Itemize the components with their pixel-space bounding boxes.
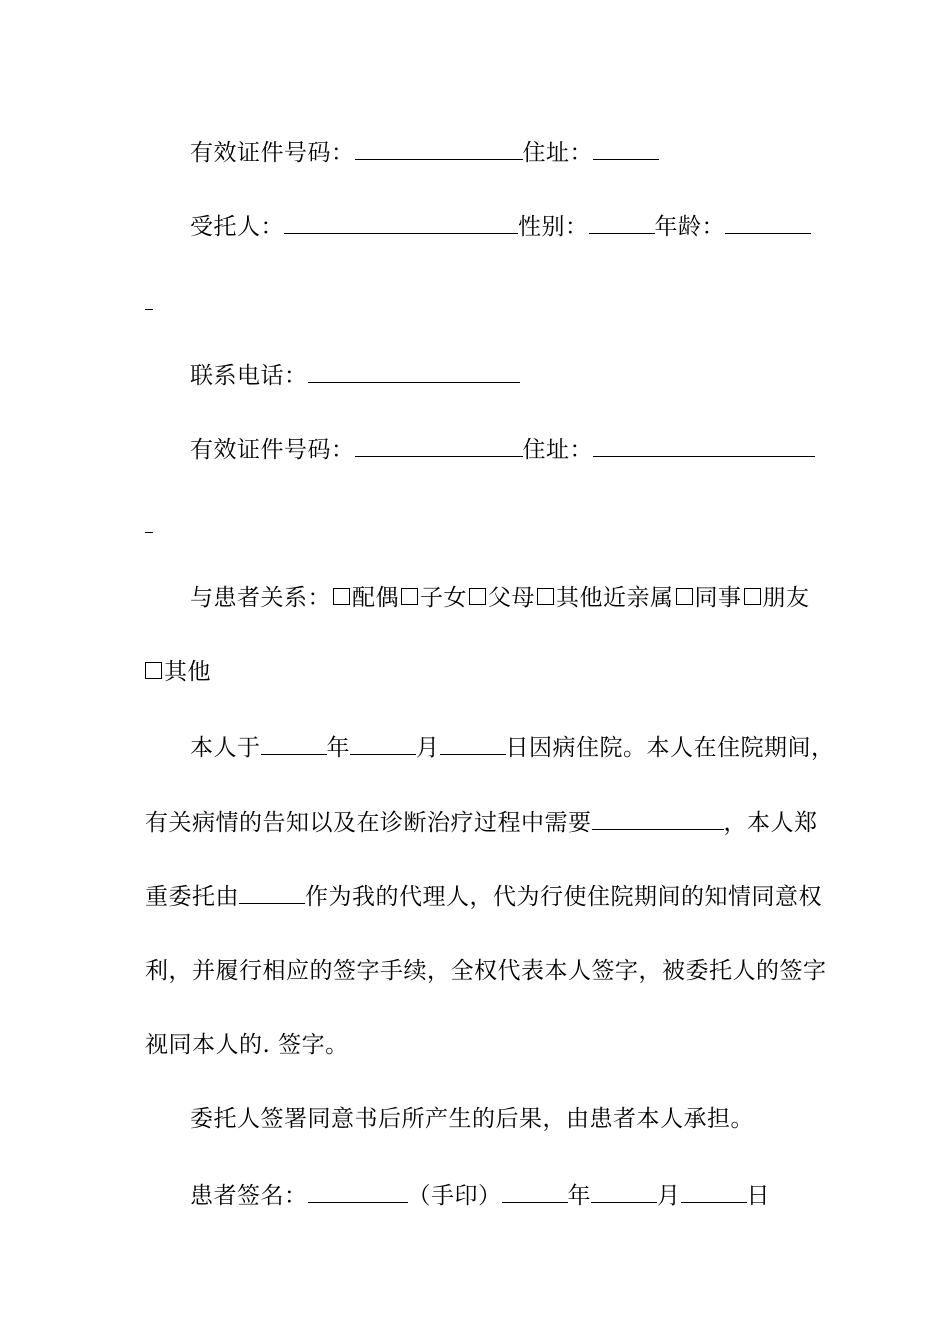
wrap-underline-stub-1	[145, 309, 153, 310]
trustee-id-number-label: 有效证件号码：	[190, 437, 355, 463]
checkbox-other-relatives[interactable]	[537, 588, 554, 605]
fingerprint-label: （手印）	[407, 1183, 502, 1209]
statement-text-1b: 日因病住院。本人在住院期间，	[505, 735, 835, 761]
statement-text-3a: 重委托由	[145, 884, 239, 910]
option-colleague: 同事	[694, 585, 742, 611]
statement-text-2b: ，本人郑	[723, 810, 818, 836]
gender-label: 性别：	[518, 214, 589, 240]
statement-text-5: 视同本人的. 签字。	[145, 1032, 349, 1058]
address-blank[interactable]	[593, 137, 659, 160]
option-parents: 父母	[488, 585, 535, 611]
checkbox-spouse[interactable]	[333, 588, 350, 605]
admission-year-blank[interactable]	[261, 732, 327, 755]
checkbox-children[interactable]	[401, 588, 418, 605]
statement-line-2	[145, 807, 818, 838]
option-friend: 朋友	[762, 585, 810, 611]
statement-text-1a: 本人于	[190, 735, 261, 761]
year-label-1: 年	[326, 735, 350, 761]
trustee-blank[interactable]	[284, 211, 518, 234]
statement-line-3	[145, 881, 822, 912]
trustee-address-blank[interactable]	[593, 434, 815, 457]
day-label-2: 日	[746, 1183, 770, 1209]
sign-year-blank[interactable]	[502, 1180, 568, 1203]
year-label-2: 年	[567, 1183, 591, 1209]
patient-signature-label: 患者签名：	[190, 1183, 308, 1209]
need-blank[interactable]	[592, 807, 724, 830]
checkbox-parents[interactable]	[469, 588, 486, 605]
statement-text-2a: 有关病情的告知以及在诊断治疗过程中需要	[145, 810, 592, 836]
phone-line	[190, 360, 520, 391]
admission-month-blank[interactable]	[350, 732, 416, 755]
trustee-label: 受托人：	[190, 214, 284, 240]
phone-label: 联系电话：	[190, 363, 308, 389]
admission-day-blank[interactable]	[440, 732, 506, 755]
month-label-1: 月	[416, 735, 440, 761]
wrap-underline-stub-2	[145, 532, 153, 533]
sign-month-blank[interactable]	[591, 1180, 657, 1203]
relationship-line	[190, 583, 810, 613]
option-other-relatives: 其他近亲属	[556, 585, 674, 611]
checkbox-colleague[interactable]	[676, 588, 693, 605]
id-number-blank[interactable]	[355, 137, 523, 160]
age-blank[interactable]	[725, 211, 811, 234]
option-children: 子女	[420, 585, 467, 611]
trustee-address-label: 住址：	[522, 437, 593, 463]
trustee-id-number-blank[interactable]	[355, 434, 523, 457]
statement-line-4	[145, 956, 827, 986]
id-number-line-1	[190, 137, 659, 168]
gender-blank[interactable]	[589, 211, 655, 234]
statement-line-5	[145, 1030, 349, 1060]
consequence-line	[190, 1104, 754, 1134]
trustee-line	[190, 211, 811, 242]
option-spouse: 配偶	[352, 585, 399, 611]
agent-name-blank[interactable]	[239, 881, 305, 904]
relationship-label: 与患者关系：	[190, 585, 331, 611]
age-label: 年龄：	[654, 214, 725, 240]
id-number-label: 有效证件号码：	[190, 140, 355, 166]
statement-text-4: 利，并履行相应的签字手续，全权代表本人签字，被委托人的签字	[145, 958, 827, 984]
signature-line	[190, 1180, 770, 1211]
month-label-2: 月	[657, 1183, 681, 1209]
relationship-line-cont	[145, 657, 211, 687]
patient-signature-blank[interactable]	[308, 1180, 408, 1203]
address-label: 住址：	[522, 140, 593, 166]
option-other: 其他	[164, 659, 211, 685]
phone-blank[interactable]	[308, 360, 520, 383]
statement-line-1	[190, 732, 835, 763]
checkbox-other[interactable]	[145, 662, 162, 679]
statement-text-3b: 作为我的代理人，代为行使住院期间的知情同意权	[305, 884, 822, 910]
consequence-text: 委托人签署同意书后所产生的后果，由患者本人承担。	[190, 1106, 754, 1132]
sign-day-blank[interactable]	[681, 1180, 747, 1203]
id-number-line-2	[190, 434, 815, 465]
checkbox-friend[interactable]	[744, 588, 761, 605]
